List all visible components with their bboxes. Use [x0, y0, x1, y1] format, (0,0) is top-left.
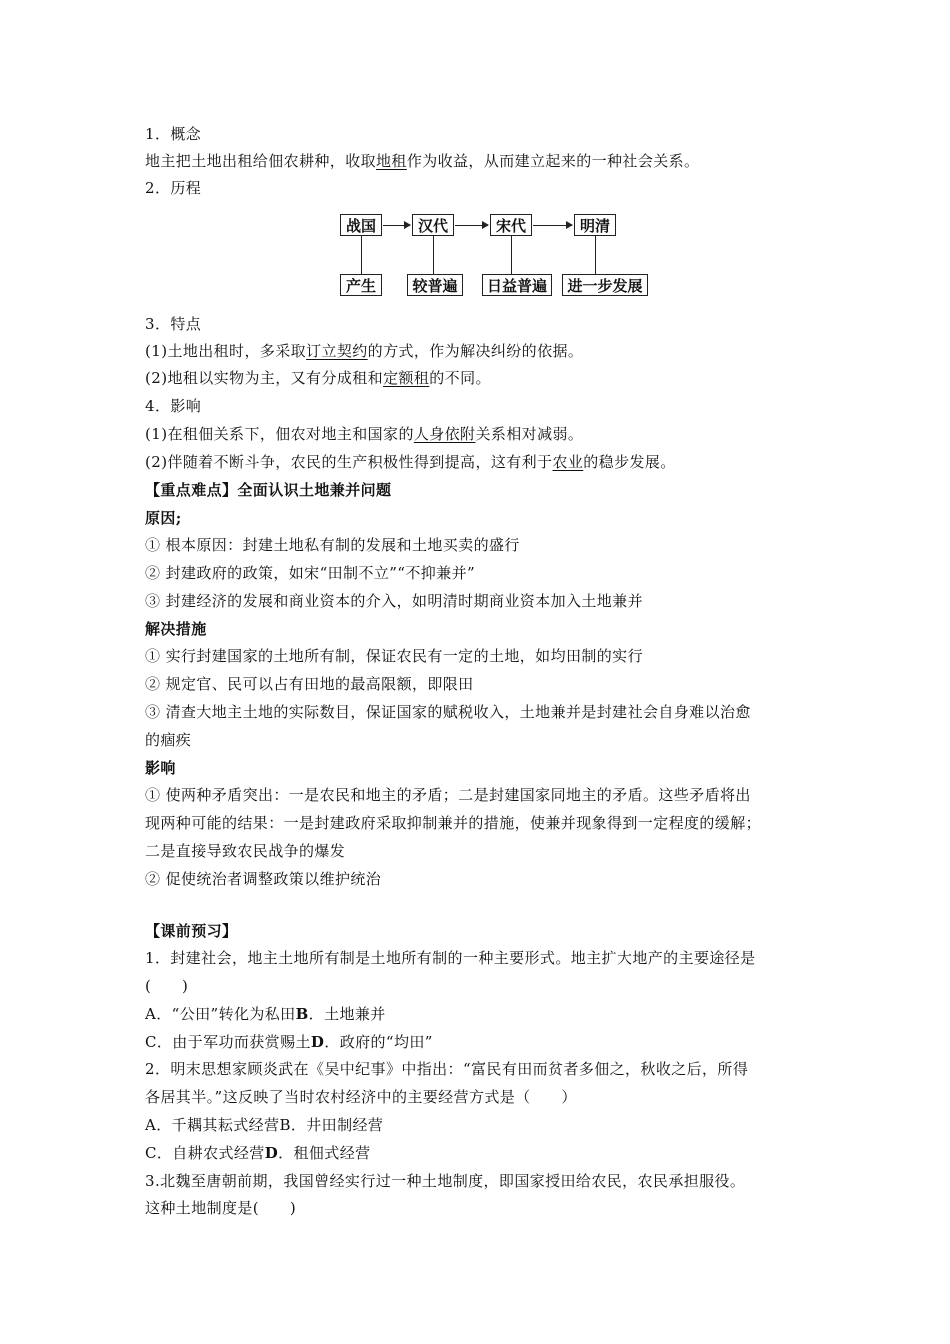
- question-3: 3.北魏至唐朝前期，我国曾经实行过一种土地制度，即国家授田给农民，农民承担服役。: [145, 1172, 746, 1190]
- impact-1: (1)在租佃关系下，佃农对地主和国家的人身依附关系相对减弱。: [145, 425, 584, 443]
- question-1-options-ab: A．“公田”转化为私田B．土地兼并: [145, 1005, 386, 1023]
- question-1: 1．封建社会，地主土地所有制是土地所有制的一种主要形式。地主扩大地产的主要途径是: [145, 949, 756, 967]
- question-3-cont: 这种土地制度是( ): [145, 1199, 297, 1217]
- diagram-connector: [595, 236, 596, 274]
- diagram-box-top: 宋代: [490, 214, 532, 236]
- heading-concept: 1．概念: [145, 125, 202, 143]
- diagram-connector: [511, 236, 512, 274]
- cause-item: ① 根本原因：封建土地私有制的发展和土地买卖的盛行: [145, 536, 520, 554]
- impact-item: ② 促使统治者调整政策以维护统治: [145, 870, 382, 888]
- impact-item: ① 使两种矛盾突出：一是农民和地主的矛盾；二是封建国家同地主的矛盾。这些矛盾将出: [145, 786, 751, 804]
- diagram-arrow: [455, 225, 488, 226]
- heading-impact: 4．影响: [145, 397, 202, 415]
- preview-section-title: 【课前预习】: [145, 922, 238, 940]
- impact-item-cont: 现两种可能的结果：一是封建政府采取抑制兼并的措施，使兼并现象得到一定程度的缓解；: [145, 814, 762, 832]
- feature-2: (2)地租以实物为主，又有分成租和定额租的不同。: [145, 369, 491, 387]
- diagram-connector: [433, 236, 434, 274]
- question-1-cont: ( ): [145, 977, 189, 995]
- feature-1: (1)土地出租时，多采取订立契约的方式，作为解决纠纷的依据。: [145, 342, 584, 360]
- question-2: 2．明末思想家顾炎武在《吴中纪事》中指出：“富民有田而贫者多佃之，秋收之后，所得: [145, 1060, 749, 1078]
- measure-item: ③ 清查大地主土地的实际数目，保证国家的赋税收入，土地兼并是封建社会自身难以治愈: [145, 703, 751, 721]
- cause-item: ② 封建政府的政策，如宋“田制不立”“不抑兼并”: [145, 564, 476, 582]
- diagram-box-bottom: 较普遍: [407, 274, 463, 296]
- impact-heading: 影响: [145, 759, 176, 777]
- measure-item: ① 实行封建国家的土地所有制，保证农民有一定的土地，如均田制的实行: [145, 647, 643, 665]
- underlined-term: 人身依附: [413, 425, 476, 443]
- diagram-box-top: 汉代: [412, 214, 454, 236]
- impact-item-cont: 二是直接导致农民战争的爆发: [145, 842, 346, 860]
- measure-item: ② 规定官、民可以占有田地的最高限额，即限田: [145, 675, 474, 693]
- question-2-options-ab: A．千耦其耘式经营B．井田制经营: [145, 1116, 384, 1134]
- key-section-title: 【重点难点】全面认识土地兼并问题: [145, 481, 392, 499]
- measure-item-cont: 的痼疾: [145, 731, 192, 749]
- underlined-term: 地租: [376, 152, 407, 170]
- concept-text: 地主把土地出租给佃农耕种，收取地租作为收益，从而建立起来的一种社会关系。: [145, 152, 700, 170]
- question-2-options-cd: C．自耕农式经营D．租佃式经营: [145, 1144, 371, 1162]
- heading-history: 2．历程: [145, 179, 202, 197]
- impact-2: (2)伴随着不断斗争，农民的生产积极性得到提高，这有利于农业的稳步发展。: [145, 453, 676, 471]
- underlined-term: 订立契约: [306, 342, 368, 360]
- underlined-term: 定额租: [383, 369, 430, 387]
- diagram-box-bottom: 日益普遍: [482, 274, 552, 296]
- causes-heading: 原因;: [145, 509, 182, 527]
- heading-features: 3．特点: [145, 315, 202, 333]
- diagram-arrow: [383, 225, 410, 226]
- history-flow-diagram: [340, 208, 650, 300]
- question-2-cont: 各居其半。”这反映了当时农村经济中的主要经营方式是（ ）: [145, 1088, 577, 1106]
- measures-heading: 解决措施: [145, 620, 207, 638]
- diagram-box-bottom: 产生: [340, 274, 382, 296]
- diagram-connector: [361, 236, 362, 274]
- underlined-term: 农业: [552, 453, 584, 471]
- cause-item: ③ 封建经济的发展和商业资本的介入，如明清时期商业资本加入土地兼并: [145, 592, 643, 610]
- diagram-box-top: 明清: [574, 214, 616, 236]
- diagram-box-top: 战国: [340, 214, 382, 236]
- diagram-box-bottom: 进一步发展: [562, 274, 648, 296]
- diagram-arrow: [533, 225, 572, 226]
- question-1-options-cd: C．由于军功而获赏赐土D．政府的“均田”: [145, 1033, 433, 1051]
